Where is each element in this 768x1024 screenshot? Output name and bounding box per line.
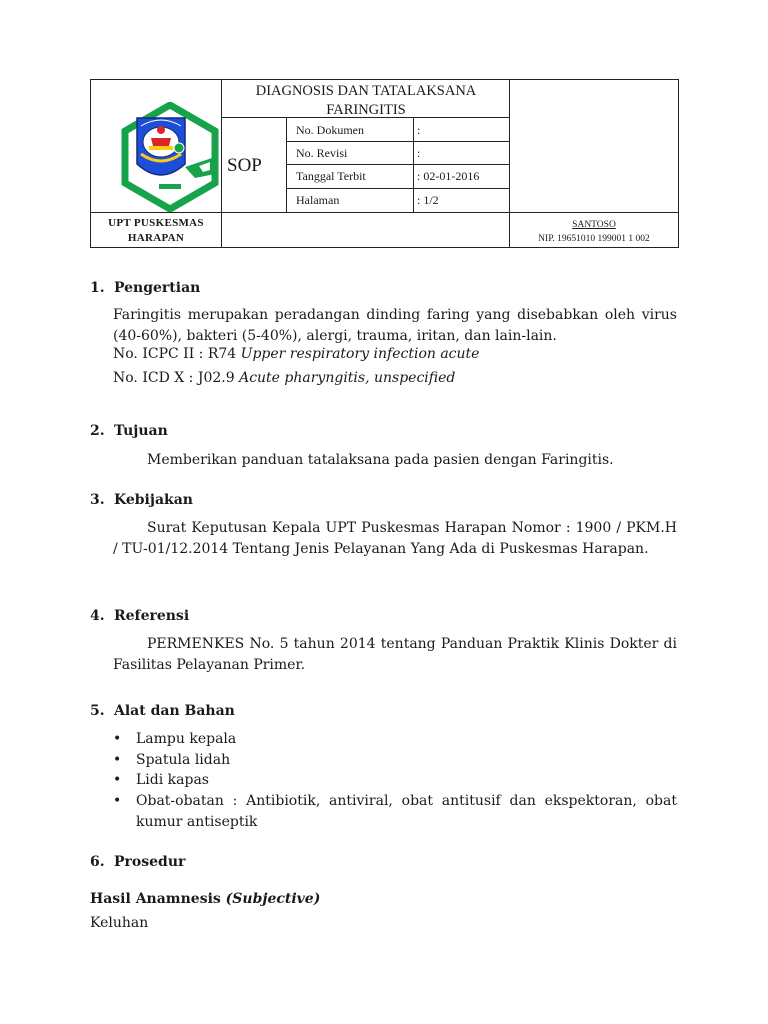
subsection-title: Hasil Anamnesis	[90, 891, 226, 907]
header-table	[90, 79, 679, 248]
signer-name: SANTOSO	[572, 220, 616, 230]
sop-label: SOP	[227, 155, 262, 176]
meta-value: :	[417, 123, 421, 137]
section-paragraph: Surat Keputusan Kepala UPT Puskesmas Harapan Nomor : 1900 / PKM.H / TU-01/12.2014 Tentang Jenis Pelayanan Yang Ada di Puskesmas Harapan.	[113, 520, 677, 557]
section-heading	[90, 280, 200, 296]
meta-value: : 1/2	[417, 193, 439, 207]
subsection-qualifier: (Subjective)	[225, 891, 321, 907]
section-title: Pengertian	[114, 280, 201, 296]
signature-block	[509, 219, 679, 246]
meta-label: Halaman	[296, 193, 340, 207]
list-item	[113, 791, 677, 832]
section-number: 4.	[90, 608, 105, 624]
section-heading	[90, 608, 189, 624]
meta-label: No. Revisi	[296, 146, 348, 160]
section-paragraph: PERMENKES No. 5 tahun 2014 tentang Panduan Praktik Klinis Dokter di Fasilitas Pelayanan Primer.	[113, 636, 677, 673]
divider	[91, 212, 678, 213]
meta-label: Tanggal Terbit	[296, 169, 366, 183]
subsection-heading	[90, 891, 320, 907]
title-line: DIAGNOSIS DAN TATALAKSANA	[255, 83, 477, 99]
signer-nip: NIP. 19651010 199001 1 002	[538, 233, 650, 244]
divider	[286, 141, 509, 142]
section-number: 3.	[90, 492, 105, 508]
code-label: No. ICPC II : R74	[113, 346, 241, 362]
bullet-icon: •	[113, 752, 122, 768]
section-paragraph: Faringitis merupakan peradangan dinding faring yang disebabkan oleh virus (40-60%), bakteri (5-40%), alergi, trauma, iritan, dan lain-lain.	[113, 307, 677, 344]
icpc-code	[113, 346, 479, 362]
section-title: Alat dan Bahan	[114, 703, 235, 719]
section-number: 2.	[90, 423, 105, 439]
unit-line: HARAPAN	[127, 231, 185, 244]
meta-value: :	[417, 146, 421, 160]
document-title	[223, 80, 509, 120]
section-paragraph: Memberikan panduan tatalaksana pada pasien dengan Faringitis.	[147, 452, 614, 468]
section-heading	[90, 854, 185, 870]
meta-value: : 02-01-2016	[417, 169, 480, 183]
code-description: Upper respiratory infection acute	[240, 346, 480, 362]
list-item-text: Lampu kepala	[136, 731, 237, 747]
bullet-icon: •	[113, 772, 122, 788]
code-description: Acute pharyngitis, unspecified	[239, 370, 456, 386]
meta-label: No. Dokumen	[296, 123, 364, 137]
list-item-text: Lidi kapas	[136, 772, 209, 788]
section-heading	[90, 423, 168, 439]
bullet-icon: •	[113, 793, 122, 809]
section-heading	[90, 492, 193, 508]
section-number: 5.	[90, 703, 105, 719]
title-line: FARINGITIS	[326, 102, 406, 118]
code-label: No. ICD X : J02.9	[113, 370, 240, 386]
section-title: Prosedur	[114, 854, 186, 870]
section-number: 1.	[90, 280, 105, 296]
list-item	[113, 770, 677, 791]
list-item	[113, 750, 677, 771]
section-title: Kebijakan	[114, 492, 193, 508]
puskesmas-logo	[115, 102, 225, 212]
section-title: Tujuan	[114, 423, 168, 439]
section-number: 6.	[90, 854, 105, 870]
section-heading	[90, 703, 235, 719]
subheading-keluhan: Keluhan	[90, 915, 149, 931]
divider	[286, 188, 509, 189]
list-item	[113, 729, 677, 750]
list-item-text: Obat-obatan : Antibiotik, antiviral, obat antitusif dan ekspektoran, obat kumur antiseptik	[136, 793, 677, 830]
list-item-text: Spatula lidah	[136, 752, 231, 768]
bullet-icon: •	[113, 731, 122, 747]
section-title: Referensi	[114, 608, 190, 624]
unit-name	[91, 216, 221, 245]
unit-line: UPT PUSKESMAS	[108, 217, 204, 229]
icd-code	[113, 370, 455, 386]
divider	[286, 164, 509, 165]
